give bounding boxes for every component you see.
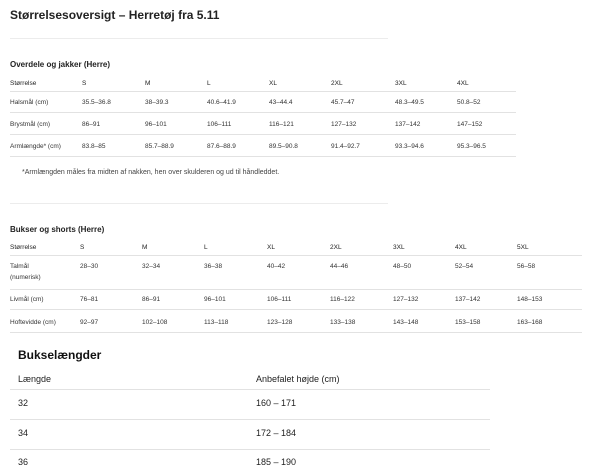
- row-divider: [10, 91, 516, 92]
- sleeve-note: *Armlængden måles fra midten af nakken, hen over skulderen og ud til håndleddet.: [22, 169, 280, 176]
- table-cell: 153–158: [455, 319, 481, 326]
- table-header-cell: 4XL: [455, 244, 467, 251]
- row-divider: [10, 332, 582, 333]
- table-cell: 92–97: [80, 319, 99, 326]
- table-cell: 48–50: [393, 263, 412, 270]
- row-divider: [10, 389, 490, 390]
- table-cell: 40.6–41.9: [207, 99, 236, 106]
- table-header-cell: M: [142, 244, 148, 251]
- table-header-cell: XL: [269, 80, 277, 87]
- table-cell: 163–168: [517, 319, 543, 326]
- table-cell: 106–111: [267, 296, 292, 303]
- table-cell: 148–153: [517, 296, 543, 303]
- row-label: Talmål: [10, 263, 29, 270]
- table-header-cell: Anbefalet højde (cm): [256, 374, 340, 384]
- length-value: 32: [18, 398, 29, 408]
- table-header-cell: S: [80, 244, 85, 251]
- table-header-cell: 3XL: [395, 80, 407, 87]
- table-cell: 133–138: [330, 319, 356, 326]
- row-divider: [10, 419, 490, 420]
- table-header-cell: S: [82, 80, 87, 87]
- table-header-cell: XL: [267, 244, 275, 251]
- row-label: Halsmål (cm): [10, 99, 49, 106]
- table-cell: 96–101: [145, 121, 167, 128]
- table-header-cell: 3XL: [393, 244, 405, 251]
- length-value: 36: [18, 457, 29, 467]
- table-header-cell: 5XL: [517, 244, 529, 251]
- row-label-sub: (numerisk): [10, 274, 41, 281]
- page-title: Størrelsesoversigt – Herretøj fra 5.11: [10, 8, 220, 22]
- table-cell: 143–148: [393, 319, 419, 326]
- divider: [10, 203, 388, 204]
- pants-section-title: Bukser og shorts (Herre): [10, 225, 105, 234]
- table-cell: 36–38: [204, 263, 223, 270]
- table-cell: 32–34: [142, 263, 161, 270]
- row-divider: [10, 255, 582, 256]
- table-header-cell: Størrelse: [10, 80, 37, 87]
- table-cell: 50.8–52: [457, 99, 481, 106]
- table-cell: 91.4–92.7: [331, 143, 360, 150]
- table-cell: 44–46: [330, 263, 349, 270]
- table-header-cell: Størrelse: [10, 244, 37, 251]
- table-cell: 137–142: [395, 121, 421, 128]
- table-cell: 83.8–85: [82, 143, 106, 150]
- table-cell: 93.3–94.6: [395, 143, 424, 150]
- table-header-cell: 4XL: [457, 80, 469, 87]
- row-divider: [10, 309, 582, 310]
- divider: [10, 38, 388, 39]
- table-cell: 95.3–96.5: [457, 143, 486, 150]
- row-divider: [10, 449, 490, 450]
- lengths-section-title: Bukselængder: [18, 348, 102, 362]
- row-divider: [10, 134, 516, 135]
- table-header-cell: 2XL: [331, 80, 343, 87]
- row-label: Hoftevidde (cm): [10, 319, 56, 326]
- table-header-cell: Længde: [18, 374, 52, 384]
- height-value: 172 – 184: [256, 428, 297, 438]
- row-label: Armlængde* (cm): [10, 143, 61, 150]
- table-cell: 113–118: [204, 319, 229, 326]
- row-divider: [10, 289, 582, 290]
- length-value: 34: [18, 428, 29, 438]
- table-cell: 89.5–90.8: [269, 143, 298, 150]
- row-label: Livmål (cm): [10, 296, 44, 303]
- table-header-cell: L: [204, 244, 208, 251]
- row-label: Brystmål (cm): [10, 121, 51, 128]
- table-cell: 87.6–88.9: [207, 143, 236, 150]
- table-cell: 48.3–49.5: [395, 99, 424, 106]
- table-header-cell: 2XL: [330, 244, 342, 251]
- table-cell: 147–152: [457, 121, 483, 128]
- table-cell: 137–142: [455, 296, 481, 303]
- table-header-cell: L: [207, 80, 211, 87]
- table-cell: 35.5–36.8: [82, 99, 111, 106]
- table-cell: 52–54: [455, 263, 474, 270]
- height-value: 160 – 171: [256, 398, 297, 408]
- table-cell: 45.7–47: [331, 99, 355, 106]
- table-cell: 56–58: [517, 263, 536, 270]
- table-cell: 38–39.3: [145, 99, 169, 106]
- height-value: 185 – 190: [256, 457, 297, 467]
- table-cell: 28–30: [80, 263, 99, 270]
- table-cell: 116–121: [269, 121, 294, 128]
- table-cell: 127–132: [331, 121, 357, 128]
- table-cell: 96–101: [204, 296, 226, 303]
- table-cell: 76–81: [80, 296, 99, 303]
- table-cell: 116–122: [330, 296, 355, 303]
- table-cell: 127–132: [393, 296, 419, 303]
- table-cell: 102–108: [142, 319, 168, 326]
- table-header-cell: M: [145, 80, 151, 87]
- table-cell: 40–42: [267, 263, 286, 270]
- table-cell: 43–44.4: [269, 99, 293, 106]
- row-divider: [10, 156, 516, 157]
- table-cell: 86–91: [142, 296, 161, 303]
- table-cell: 86–91: [82, 121, 101, 128]
- row-divider: [10, 112, 516, 113]
- table-cell: 85.7–88.9: [145, 143, 174, 150]
- tops-section-title: Overdele og jakker (Herre): [10, 60, 111, 69]
- table-cell: 123–128: [267, 319, 293, 326]
- table-cell: 106–111: [207, 121, 232, 128]
